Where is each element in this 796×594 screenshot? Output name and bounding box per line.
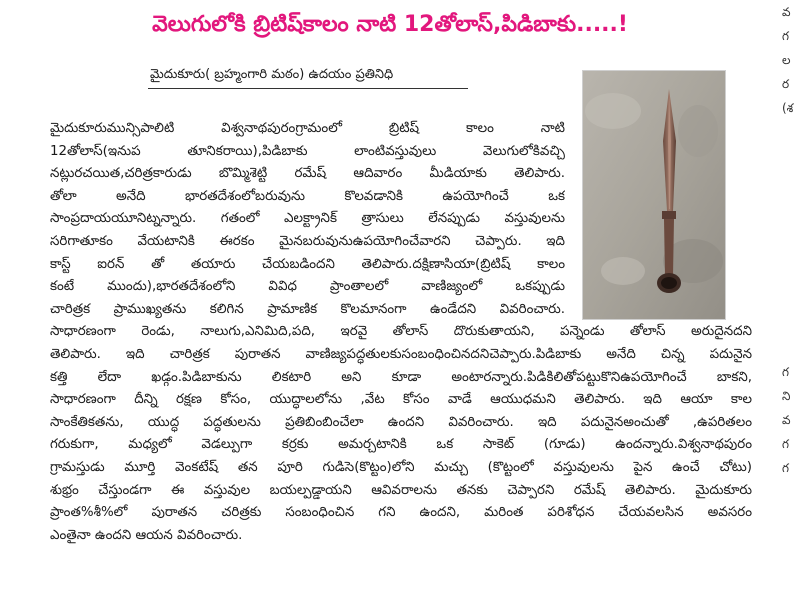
fragment-text: ల	[782, 53, 791, 67]
article-line: సాధారణంగా రెండు, నాలుగు,ఎనిమిది,పది, ఇరవై తోలాస్ దొరుకుతాయని, పన్నెండు తోలాస్ అరుదైనదని	[50, 324, 752, 340]
fragment-text: (శ	[782, 101, 794, 115]
article-line: తెలిపారు. ఇది చారిత్రక పురాతన వాణిజ్యపద్ధతులకుసంబంధించినదనిచెప్పారు.పిడిబాకు అనేది చిన్న పదునైన	[50, 346, 752, 362]
headline	[0, 10, 780, 40]
fragment-text: గ	[782, 365, 789, 379]
article-line: గ్రామస్తుడు మూర్తి వెంకటేష్ తన పూరి గుడిసె(కొట్టం)లోని మచ్చు (కొట్టంలో వస్తువులను పైన ఉంచే చోటు)	[50, 459, 752, 475]
article-line: 12తోలాస్(ఇనుప తూనికరాయి),పిడిబాకు లాంటివస్తువులు వెలుగులోకివచ్చి	[50, 143, 565, 159]
article-body	[50, 118, 752, 547]
fragment-text: ని	[782, 389, 791, 403]
headline-numeric: 12తోలాస్,పిడిబాకు.....!	[403, 12, 628, 37]
article-line: తోలా అనేది భారతదేశంలోబరువును కొలవడానికి ఉపయోగించే ఒక	[50, 188, 565, 204]
headline-telugu: వెలుగులోకి బ్రిటిష్‌కాలం నాటి	[152, 12, 404, 37]
fragment-text: గ	[782, 461, 789, 475]
adjacent-column-fragment	[782, 0, 796, 594]
article-line: సాంకేతికతను, యుద్ధ పద్ధతులను ప్రతిబింబించేలా ఉందని వివరించారు. ఇది పదునైనఅంచుతో ,ఉపరితలం	[50, 414, 752, 430]
article-line: కాస్ట్ ఐరన్ తో తయారు చేయబడిందని తెలిపారు.దక్షిణాసియా(బ్రిటిష్ కాలం	[50, 256, 565, 272]
article-line: శుభ్రం చేస్తుండగా ఈ వస్తువుల బయల్పడ్డాయని ఆవివరాలను తనకు చెప్పారని రమేష్ తెలిపారు. మైదుకూరు	[50, 482, 752, 498]
article-line: ఎంతైనా ఉందని ఆయన వివరించారు.	[50, 527, 243, 543]
article-line: మైదుకూరుమున్సిపాలిటి విశ్వనాథపురంగ్రామంలో బ్రిటిష్ కాలం నాటి	[50, 121, 565, 136]
fragment-text: గ	[782, 29, 789, 43]
fragment-text: ర	[782, 77, 790, 91]
article-line: చారిత్రక ప్రాముఖ్యతను కలిగిన ప్రామాణిక కొలమానంగా ఉండేదని వివరించారు.	[50, 301, 565, 317]
byline-underline	[148, 88, 468, 89]
article-line: నట్లురచయిత,చరిత్రకారుడు బొమ్మిశెట్టి రమేష్ ఆదివారం మీడియాకు తెలిపారు.	[50, 166, 565, 182]
fragment-text: గ	[782, 437, 789, 451]
article-line: గరుకుగా, మధ్యలో వెడల్పుగా కర్రకు అమర్చటానికి ఒక సాకెట్ (గూడు) ఉందన్నారు.విశ్వనాథపురం	[50, 437, 752, 453]
article-line: ప్రాంత%శీ%లో పురాతన చరిత్రకు సంబంధించిన గని ఉందని, మరింత పరిశోధన చేయవలసిన అవసరం	[50, 505, 752, 521]
article-line: కత్తి లేదా ఖడ్గం.పిడిబాకును లికటారి అని కూడా అంటారన్నారు.పిడికిలితోపట్టుకొనిఉపయోగించే బాకని,	[50, 369, 752, 385]
article-line: కంటే ముందు),భారతదేశంలోని వివిధ ప్రాంతాలలో వాణిజ్యంలో ఒకప్పుడు	[50, 279, 565, 295]
fragment-text: వ	[782, 5, 791, 19]
fragment-text: వ	[782, 413, 791, 427]
article-line: సరిగాతూకం వేయటానికి ఈరకం మైనబరువునుఉపయోగించేవారని చెప్పారు. ఇది	[50, 233, 565, 249]
article-line: సాంప్రదాయయూనిట్నన్నారు. గతంలో ఎలక్ట్రానిక్ త్రాసులు లేనప్పుడు వస్తువులను	[50, 211, 565, 227]
byline: మైదుకూరు( బ్రహ్మంగారి మఠం) ఉదయం ప్రతినిధి	[150, 67, 394, 82]
article-line: సాధారణంగా దీన్ని రక్షణ కోసం, యుద్ధాలలోను ,వేట కోసం వాడే ఆయుధమని తెలిపారు. ఇది ఆయా కాల	[50, 392, 752, 408]
